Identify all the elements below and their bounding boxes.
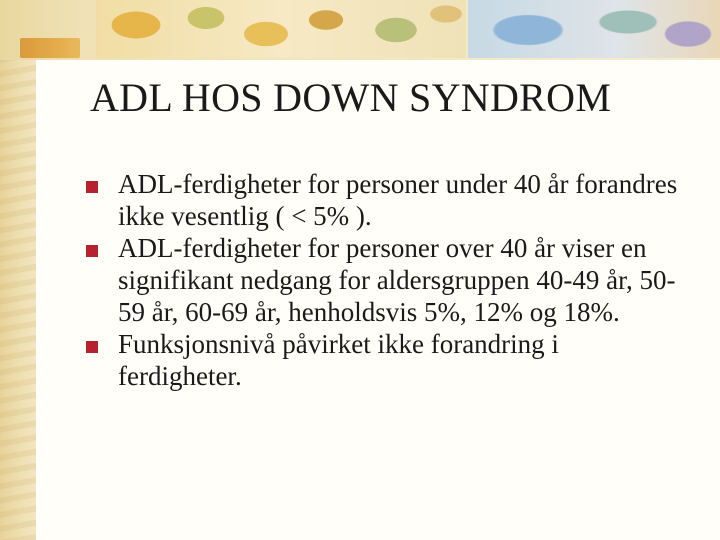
left-decorative-border	[0, 0, 36, 540]
bullet-item	[86, 328, 686, 392]
top-decorative-strip	[0, 0, 720, 60]
bullet-text: ADL-ferdigheter for personer under 40 år forandres ikke vesentlig ( < 5% ).	[118, 169, 678, 231]
bullet-text: Funksjonsnivå påvirket ikke forandring i ferdigheter.	[118, 329, 559, 391]
gold-accent-bar	[20, 38, 80, 58]
leaf-decoration-image	[96, 0, 466, 58]
floral-decoration-image	[468, 0, 720, 58]
bullet-list	[86, 168, 686, 392]
square-bullet-icon	[86, 181, 98, 193]
square-bullet-icon	[86, 245, 98, 257]
slide-title: ADL HOS DOWN SYNDROM	[90, 75, 612, 120]
square-bullet-icon	[86, 341, 98, 353]
bullet-text: ADL-ferdigheter for personer over 40 år viser en signifikant nedgang for aldersgruppen 40-49 år, 50-59 år, 60-69 år, henholdsvis 5%, 12% og 18%.	[118, 233, 676, 327]
bullet-item	[86, 168, 686, 232]
bullet-item	[86, 232, 686, 328]
